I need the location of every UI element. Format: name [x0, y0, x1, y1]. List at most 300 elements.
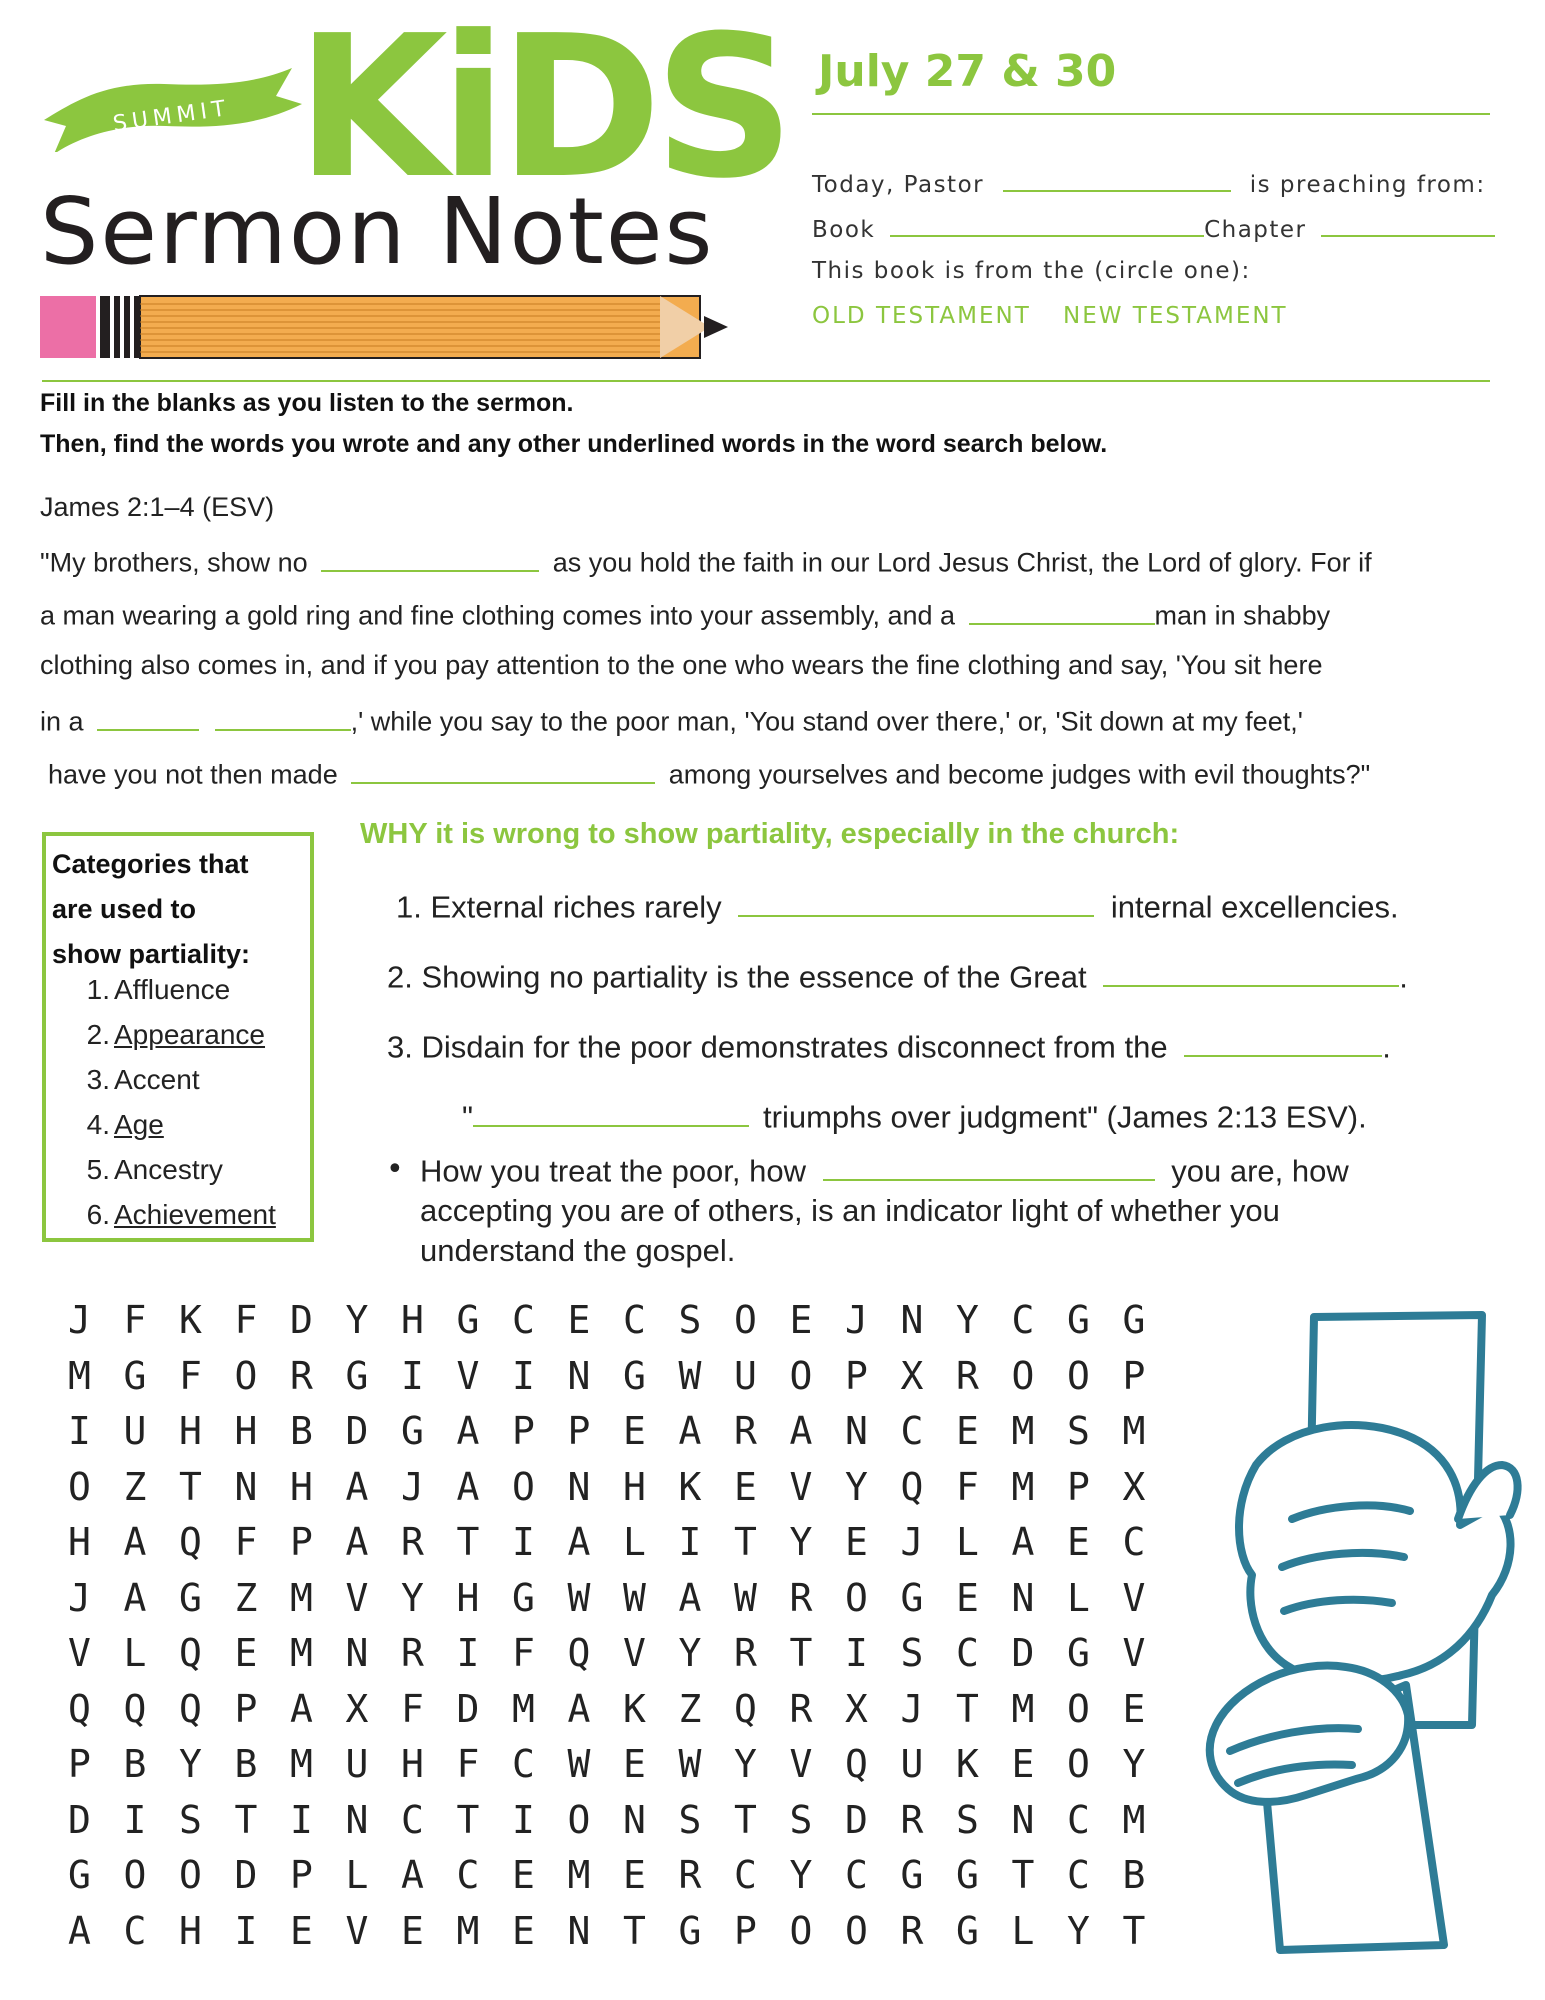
word-search-letter[interactable]: V — [623, 1631, 646, 1675]
word-search-letter[interactable]: E — [512, 1908, 535, 1953]
word-search-letter[interactable]: A — [678, 1575, 702, 1620]
point-text: " — [462, 1099, 474, 1135]
word-search-letter[interactable]: A — [68, 1908, 91, 1953]
word-search-letter[interactable]: K — [623, 1686, 646, 1731]
word-search-row — [68, 1409, 1178, 1465]
word-search-row — [68, 1909, 1178, 1965]
word-search-letter[interactable]: G — [678, 1908, 702, 1953]
word-search-row — [68, 1853, 1178, 1909]
word-search-letter[interactable]: G — [401, 1409, 424, 1453]
word-search-letter[interactable]: B — [1122, 1853, 1146, 1897]
word-search-letter[interactable]: M — [567, 1853, 591, 1897]
word-search-letter[interactable]: G — [68, 1853, 91, 1897]
pastor-suffix: is preaching from: — [1249, 171, 1486, 198]
category-item: 4. Age — [86, 1109, 164, 1140]
word-search-letter[interactable]: S — [1067, 1409, 1090, 1453]
word-search-letter[interactable]: V — [789, 1742, 813, 1786]
word-search-letter[interactable]: E — [623, 1853, 646, 1897]
word-search-letter[interactable]: T — [956, 1686, 979, 1731]
word-search-letter[interactable]: P — [290, 1853, 313, 1897]
word-search-letter[interactable]: R — [734, 1409, 757, 1453]
word-search-letter[interactable]: G — [123, 1353, 147, 1398]
word-search-letter[interactable]: P — [68, 1742, 91, 1786]
word-search-letter[interactable]: H — [623, 1464, 646, 1509]
word-search-letter[interactable]: F — [179, 1353, 202, 1398]
scripture-line-5 — [48, 756, 1370, 791]
word-search-letter[interactable]: H — [68, 1520, 91, 1564]
word-search-letter[interactable]: P — [512, 1409, 535, 1453]
commandment-blank[interactable] — [1103, 956, 1399, 987]
scripture-text: a man wearing a gold ring and fine clothing comes into your assembly, and a — [40, 600, 956, 631]
point-1 — [396, 886, 1399, 925]
place-blank[interactable] — [215, 703, 351, 731]
word-search-letter[interactable]: X — [1122, 1464, 1146, 1509]
word-search-letter[interactable]: G — [179, 1575, 202, 1620]
bullet-point — [420, 1150, 1430, 1271]
word-search-letter[interactable]: D — [290, 1298, 313, 1342]
word-search-letter[interactable]: F — [456, 1742, 480, 1786]
word-search-letter[interactable]: K — [956, 1742, 979, 1786]
scripture-line-1 — [40, 544, 1372, 579]
word-search-letter[interactable]: P — [1067, 1464, 1090, 1509]
word-search-letter[interactable]: V — [789, 1464, 813, 1509]
word-search-letter[interactable]: T — [1122, 1908, 1146, 1953]
word-search-letter[interactable]: Z — [678, 1686, 702, 1731]
scripture-text: in a — [40, 706, 84, 737]
word-search-letter[interactable]: O — [1067, 1686, 1090, 1731]
word-search-letter[interactable]: J — [900, 1686, 924, 1731]
instruction-line-2: Then, find the words you wrote and any other underlined words in the word search below. — [40, 430, 1108, 458]
word-search-letter[interactable]: J — [68, 1575, 91, 1620]
word-search-letter[interactable]: V — [456, 1353, 480, 1398]
word-search-letter[interactable]: C — [1011, 1298, 1035, 1342]
word-search-letter[interactable]: E — [1067, 1520, 1090, 1564]
point-text: . — [1382, 1029, 1391, 1065]
word-search-letter[interactable]: O — [68, 1464, 91, 1509]
point-text: . — [1399, 959, 1408, 995]
word-search-letter[interactable]: V — [1122, 1631, 1146, 1675]
word-search-row — [68, 1298, 1178, 1354]
word-search-letter[interactable]: A — [290, 1686, 313, 1731]
word-search-letter[interactable]: P — [290, 1520, 313, 1564]
word-search-letter[interactable]: A — [123, 1575, 147, 1620]
word-search-letter[interactable]: R — [789, 1575, 813, 1620]
word-search-letter[interactable]: F — [512, 1631, 535, 1675]
word-search-letter[interactable]: X — [345, 1686, 369, 1731]
word-search-letter[interactable]: H — [290, 1464, 313, 1509]
pastor-blank[interactable] — [1003, 168, 1231, 192]
word-search-letter[interactable]: E — [623, 1742, 646, 1786]
word-search-letter[interactable]: C — [1067, 1797, 1090, 1842]
word-search-letter[interactable]: C — [900, 1409, 924, 1453]
sermon-notes-title: Sermon Notes — [40, 178, 715, 285]
word-search-letter[interactable]: N — [623, 1797, 646, 1842]
circle-prompt: This book is from the (circle one): — [812, 258, 1251, 284]
word-search-letter[interactable]: A — [123, 1520, 147, 1564]
word-search-letter[interactable]: O — [845, 1908, 868, 1953]
point-text: How you treat the poor, how — [420, 1153, 807, 1189]
word-search-letter[interactable]: O — [123, 1853, 147, 1897]
word-search-letter[interactable]: F — [956, 1464, 979, 1509]
word-search-letter[interactable]: U — [123, 1409, 147, 1453]
word-search-letter[interactable]: V — [345, 1908, 369, 1953]
word-search-letter[interactable]: E — [1122, 1686, 1146, 1731]
word-search-letter[interactable]: V — [345, 1575, 369, 1620]
word-search-letter[interactable]: J — [68, 1298, 91, 1342]
word-search-letter[interactable]: S — [789, 1797, 813, 1842]
word-search-letter[interactable]: S — [678, 1298, 702, 1342]
word-search-letter[interactable]: Q — [179, 1520, 202, 1564]
word-search-letter[interactable]: U — [900, 1742, 924, 1786]
word-search-letter[interactable]: F — [234, 1520, 258, 1564]
word-search-letter[interactable]: D — [1011, 1631, 1035, 1675]
word-search-letter[interactable]: O — [234, 1353, 258, 1398]
word-search-row — [68, 1798, 1178, 1854]
word-search-letter[interactable]: O — [512, 1464, 535, 1509]
word-search-letter[interactable]: C — [1067, 1853, 1090, 1897]
scripture-text: "My brothers, show no — [40, 547, 308, 578]
word-search-letter[interactable]: M — [1011, 1686, 1035, 1731]
scripture-line-4 — [40, 703, 1303, 738]
word-search-letter[interactable]: T — [734, 1797, 757, 1842]
new-testament-option[interactable]: NEW TESTAMENT — [1063, 303, 1288, 329]
word-search-letter[interactable]: D — [234, 1853, 258, 1897]
word-search-letter[interactable]: C — [401, 1797, 424, 1842]
word-search-letter[interactable]: S — [956, 1797, 979, 1842]
word-search-letter[interactable]: N — [567, 1353, 591, 1398]
word-search-row — [68, 1465, 1178, 1521]
point-text: triumphs over judgment" (James 2:13 ESV). — [763, 1099, 1367, 1135]
word-search-letter[interactable]: H — [179, 1409, 202, 1453]
word-search-letter[interactable]: Q — [123, 1686, 147, 1731]
word-search-letter[interactable]: F — [234, 1298, 258, 1342]
word-search-letter[interactable]: L — [123, 1631, 147, 1675]
word-search-letter[interactable]: N — [900, 1298, 924, 1342]
word-search-letter[interactable]: P — [234, 1686, 258, 1731]
word-search-letter[interactable]: S — [179, 1797, 202, 1842]
word-search-letter[interactable]: D — [345, 1409, 369, 1453]
scripture-text: among yourselves and become judges with evil thoughts?" — [668, 759, 1371, 790]
word-search-letter[interactable]: P — [845, 1353, 868, 1398]
word-search-letter[interactable]: C — [1122, 1520, 1146, 1564]
word-search-letter[interactable]: T — [456, 1797, 480, 1842]
word-search-letter[interactable]: Z — [123, 1464, 147, 1509]
word-search-letter[interactable]: R — [900, 1797, 924, 1842]
word-search-letter[interactable]: S — [900, 1631, 924, 1675]
word-search-letter[interactable]: H — [401, 1742, 424, 1786]
word-search-letter[interactable]: E — [1011, 1742, 1035, 1786]
word-search-letter[interactable]: I — [290, 1797, 313, 1842]
word-search-letter[interactable]: N — [1011, 1797, 1035, 1842]
word-search-letter[interactable]: R — [401, 1631, 424, 1675]
scripture-reference: James 2:1–4 (ESV) — [40, 492, 275, 522]
word-search-letter[interactable]: Y — [678, 1631, 702, 1675]
word-search-letter[interactable]: C — [734, 1853, 757, 1897]
word-search-letter[interactable]: I — [123, 1797, 147, 1842]
point-text: internal excellencies. — [1110, 889, 1399, 925]
word-search-letter[interactable]: W — [678, 1742, 702, 1786]
chapter-blank[interactable] — [1321, 213, 1495, 237]
word-search-letter[interactable]: L — [623, 1520, 646, 1564]
word-search-letter[interactable]: H — [456, 1575, 480, 1620]
word-search-letter[interactable]: V — [1122, 1575, 1146, 1620]
word-search-letter[interactable]: N — [845, 1409, 868, 1453]
word-search-letter[interactable]: E — [512, 1853, 535, 1897]
word-search-letter[interactable]: A — [456, 1409, 480, 1453]
point-text: you are, how accepting you are of others, is an indicator light of whether you understand the gospel. — [420, 1153, 1349, 1269]
word-search-letter[interactable]: O — [567, 1797, 591, 1842]
word-search-letter[interactable]: A — [1011, 1520, 1035, 1564]
pastor-line — [812, 168, 1486, 198]
why-heading: WHY it is wrong to show partiality, especially in the church: — [360, 818, 1180, 850]
word-search-letter[interactable]: G — [900, 1853, 924, 1897]
word-search-letter[interactable]: Q — [567, 1631, 591, 1675]
word-search-letter[interactable]: M — [68, 1353, 91, 1398]
scripture-text: man in shabby — [1154, 600, 1331, 631]
word-search-letter[interactable]: M — [1011, 1409, 1035, 1453]
word-search-letter[interactable]: O — [1067, 1353, 1090, 1398]
word-search-letter[interactable]: G — [623, 1353, 646, 1398]
reflect-blank[interactable] — [738, 886, 1094, 917]
word-search-letter[interactable]: L — [345, 1853, 369, 1897]
word-search-letter[interactable]: L — [1011, 1908, 1035, 1953]
word-search-letter[interactable]: T — [1011, 1853, 1035, 1897]
word-search-letter[interactable]: M — [456, 1908, 480, 1953]
word-search-letter[interactable]: G — [956, 1908, 979, 1953]
word-search-letter[interactable]: I — [512, 1797, 535, 1842]
word-search-letter[interactable]: N — [345, 1797, 369, 1842]
distinctions-blank[interactable] — [351, 756, 655, 784]
word-search-letter[interactable]: N — [345, 1631, 369, 1675]
word-search-letter[interactable]: Q — [179, 1686, 202, 1731]
word-search-letter[interactable]: G — [956, 1853, 979, 1897]
word-search-letter[interactable]: B — [234, 1742, 258, 1786]
word-search-letter[interactable]: G — [345, 1353, 369, 1398]
word-search-letter[interactable]: P — [734, 1908, 757, 1953]
word-search-letter[interactable]: C — [956, 1631, 979, 1675]
word-search-letter[interactable]: U — [345, 1742, 369, 1786]
word-search-letter[interactable]: P — [1122, 1353, 1146, 1398]
word-search-letter[interactable]: H — [179, 1908, 202, 1953]
word-search-letter[interactable]: Q — [900, 1464, 924, 1509]
word-search-letter[interactable]: I — [401, 1353, 424, 1398]
word-search-letter[interactable]: M — [290, 1631, 313, 1675]
word-search-letter[interactable]: L — [1067, 1575, 1090, 1620]
scripture-text: ,' while you say to the poor man, 'You stand over there,' or, 'Sit down at my feet,' — [350, 706, 1303, 737]
word-search-letter[interactable]: K — [179, 1298, 202, 1342]
word-search-letter[interactable]: I — [678, 1520, 702, 1564]
word-search-letter[interactable]: I — [68, 1409, 91, 1453]
word-search-letter[interactable]: E — [734, 1464, 757, 1509]
humble-blank[interactable] — [823, 1150, 1155, 1181]
word-search-row — [68, 1520, 1178, 1576]
word-search-letter[interactable]: B — [290, 1409, 313, 1453]
word-search-letter[interactable]: R — [956, 1353, 979, 1398]
word-search-letter[interactable]: Q — [734, 1686, 757, 1731]
word-search-letter[interactable]: H — [401, 1298, 424, 1342]
word-search-letter[interactable]: A — [567, 1520, 591, 1564]
word-search-letter[interactable]: M — [290, 1575, 313, 1620]
word-search-row — [68, 1576, 1178, 1632]
word-search-letter[interactable]: O — [1067, 1742, 1090, 1786]
word-search-letter[interactable]: R — [290, 1353, 313, 1398]
word-search-letter[interactable]: D — [456, 1686, 480, 1731]
word-search-letter[interactable]: V — [68, 1631, 91, 1675]
kids-logo-text: KiDS — [296, 0, 787, 222]
word-search-letter[interactable]: G — [512, 1575, 535, 1620]
word-search-letter[interactable]: O — [789, 1353, 813, 1398]
word-search-letter[interactable]: N — [567, 1464, 591, 1509]
word-search-letter[interactable]: C — [512, 1742, 535, 1786]
word-search-letter[interactable]: Y — [1122, 1742, 1146, 1786]
word-search-letter[interactable]: Y — [401, 1575, 424, 1620]
word-search-letter[interactable]: H — [234, 1409, 258, 1453]
word-search-letter[interactable]: T — [179, 1464, 202, 1509]
word-search-letter[interactable]: R — [789, 1686, 813, 1731]
word-search-letter[interactable]: M — [1122, 1409, 1146, 1453]
word-search-letter[interactable]: Y — [845, 1464, 868, 1509]
word-search-letter[interactable]: E — [623, 1409, 646, 1453]
word-search-letter[interactable]: W — [623, 1575, 646, 1620]
word-search-letter[interactable]: M — [512, 1686, 535, 1731]
word-search-letter[interactable]: O — [179, 1853, 202, 1897]
word-search-letter[interactable]: Y — [345, 1298, 369, 1342]
word-search-letter[interactable]: G — [1067, 1631, 1090, 1675]
word-search-letter[interactable]: M — [1011, 1464, 1035, 1509]
word-search-letter[interactable]: T — [623, 1908, 646, 1953]
word-search-letter[interactable]: E — [956, 1409, 979, 1453]
word-search-letter[interactable]: T — [456, 1520, 480, 1564]
point-text: 2. Showing no partiality is the essence of the Great — [387, 959, 1087, 995]
word-search-letter[interactable]: C — [845, 1853, 868, 1897]
word-search-letter[interactable]: O — [845, 1575, 868, 1620]
word-search-letter[interactable]: T — [789, 1631, 813, 1675]
word-search-letter[interactable]: Y — [956, 1298, 979, 1342]
word-search-letter[interactable]: Y — [179, 1742, 202, 1786]
word-search-row — [68, 1742, 1178, 1798]
word-search-letter[interactable]: O — [734, 1298, 757, 1342]
word-search-letter[interactable]: G — [456, 1298, 480, 1342]
word-search-letter[interactable]: G — [1067, 1298, 1090, 1342]
word-search-letter[interactable]: C — [623, 1298, 646, 1342]
mercy-blank[interactable] — [473, 1096, 749, 1127]
word-search-letter[interactable]: G — [900, 1575, 924, 1620]
word-search-letter[interactable]: W — [567, 1575, 591, 1620]
word-search-letter[interactable]: S — [678, 1797, 702, 1842]
word-search-letter[interactable]: R — [734, 1631, 757, 1675]
word-search-letter[interactable]: M — [1122, 1797, 1146, 1842]
word-search-letter[interactable]: I — [845, 1631, 868, 1675]
word-search-letter[interactable]: D — [845, 1797, 868, 1842]
word-search-letter[interactable]: O — [789, 1908, 813, 1953]
word-search-letter[interactable]: A — [345, 1520, 369, 1564]
word-search-letter[interactable]: C — [456, 1853, 480, 1897]
word-search-letter[interactable]: E — [845, 1520, 868, 1564]
word-search-letter[interactable]: Q — [68, 1686, 91, 1731]
word-search-letter[interactable]: W — [678, 1353, 702, 1398]
word-search-letter[interactable]: E — [234, 1631, 258, 1675]
word-search-letter[interactable]: A — [401, 1853, 424, 1897]
word-search-letter[interactable]: N — [234, 1464, 258, 1509]
book-line — [812, 213, 1495, 243]
word-search-letter[interactable]: A — [678, 1409, 702, 1453]
word-search-letter[interactable]: J — [900, 1520, 924, 1564]
word-search-letter[interactable]: X — [845, 1686, 868, 1731]
word-search-letter[interactable]: A — [567, 1686, 591, 1731]
word-search-letter[interactable]: W — [734, 1575, 757, 1620]
word-search-letter[interactable]: K — [678, 1464, 702, 1509]
word-search-letter[interactable]: R — [678, 1853, 702, 1897]
word-search-letter[interactable]: I — [456, 1631, 480, 1675]
word-search-letter[interactable]: T — [734, 1520, 757, 1564]
scripture-text: have you not then made — [48, 759, 338, 790]
partiality-blank[interactable] — [321, 544, 539, 572]
word-search-letter[interactable]: G — [1122, 1298, 1146, 1342]
word-search-letter[interactable]: E — [956, 1575, 979, 1620]
word-search-letter[interactable]: A — [789, 1409, 813, 1453]
word-search-letter[interactable]: O — [1011, 1353, 1035, 1398]
word-search-letter[interactable]: T — [234, 1797, 258, 1842]
word-search-letter[interactable]: N — [1011, 1575, 1035, 1620]
word-search-letter[interactable]: E — [567, 1298, 591, 1342]
word-search-letter[interactable]: R — [900, 1908, 924, 1953]
word-search-letter[interactable]: U — [734, 1353, 757, 1398]
word-search-letter[interactable]: W — [567, 1742, 591, 1786]
word-search-row — [68, 1687, 1178, 1743]
old-testament-option[interactable]: OLD TESTAMENT — [812, 303, 1031, 329]
category-item: 6. Achievement — [86, 1199, 276, 1230]
gospel-blank[interactable] — [1184, 1026, 1382, 1057]
word-search-letter[interactable]: Y — [789, 1853, 813, 1897]
word-search-letter[interactable]: M — [290, 1742, 313, 1786]
word-search-letter[interactable]: L — [956, 1520, 979, 1564]
mercy-quote — [462, 1096, 1367, 1135]
point-2 — [387, 956, 1408, 995]
word-search-letter[interactable]: Y — [734, 1742, 757, 1786]
word-search-letter[interactable]: E — [789, 1298, 813, 1342]
word-search-letter[interactable]: Q — [845, 1742, 868, 1786]
categories-title-1: Categories that — [52, 849, 249, 879]
poor-blank[interactable] — [969, 597, 1155, 625]
word-search-letter[interactable]: P — [567, 1409, 591, 1453]
word-search-letter[interactable]: E — [401, 1908, 424, 1953]
word-search-letter[interactable]: B — [123, 1742, 147, 1786]
word-search-letter[interactable]: I — [512, 1353, 535, 1398]
divider — [812, 113, 1490, 115]
word-search-letter[interactable]: C — [123, 1908, 147, 1953]
word-search-letter[interactable]: D — [68, 1797, 91, 1842]
word-search-letter[interactable]: Q — [179, 1631, 202, 1675]
word-search-letter[interactable]: A — [345, 1464, 369, 1509]
good-blank[interactable] — [97, 703, 199, 731]
word-search-letter[interactable]: C — [512, 1298, 535, 1342]
word-search-letter[interactable]: I — [512, 1520, 535, 1564]
word-search-letter[interactable]: E — [290, 1908, 313, 1953]
word-search-letter[interactable]: J — [401, 1464, 424, 1509]
word-search-letter[interactable]: Z — [234, 1575, 258, 1620]
word-search-letter[interactable]: I — [234, 1908, 258, 1953]
word-search-letter[interactable]: J — [845, 1298, 868, 1342]
word-search-letter[interactable]: A — [456, 1464, 480, 1509]
word-search-letter[interactable]: Y — [1067, 1908, 1090, 1953]
word-search-letter[interactable]: Y — [789, 1520, 813, 1564]
word-search-letter[interactable]: N — [567, 1908, 591, 1953]
book-blank[interactable] — [890, 213, 1204, 237]
word-search-letter[interactable]: F — [401, 1686, 424, 1731]
word-search-letter[interactable]: X — [900, 1353, 924, 1398]
word-search-letter[interactable]: F — [123, 1298, 147, 1342]
word-search-letter[interactable]: R — [401, 1520, 424, 1564]
